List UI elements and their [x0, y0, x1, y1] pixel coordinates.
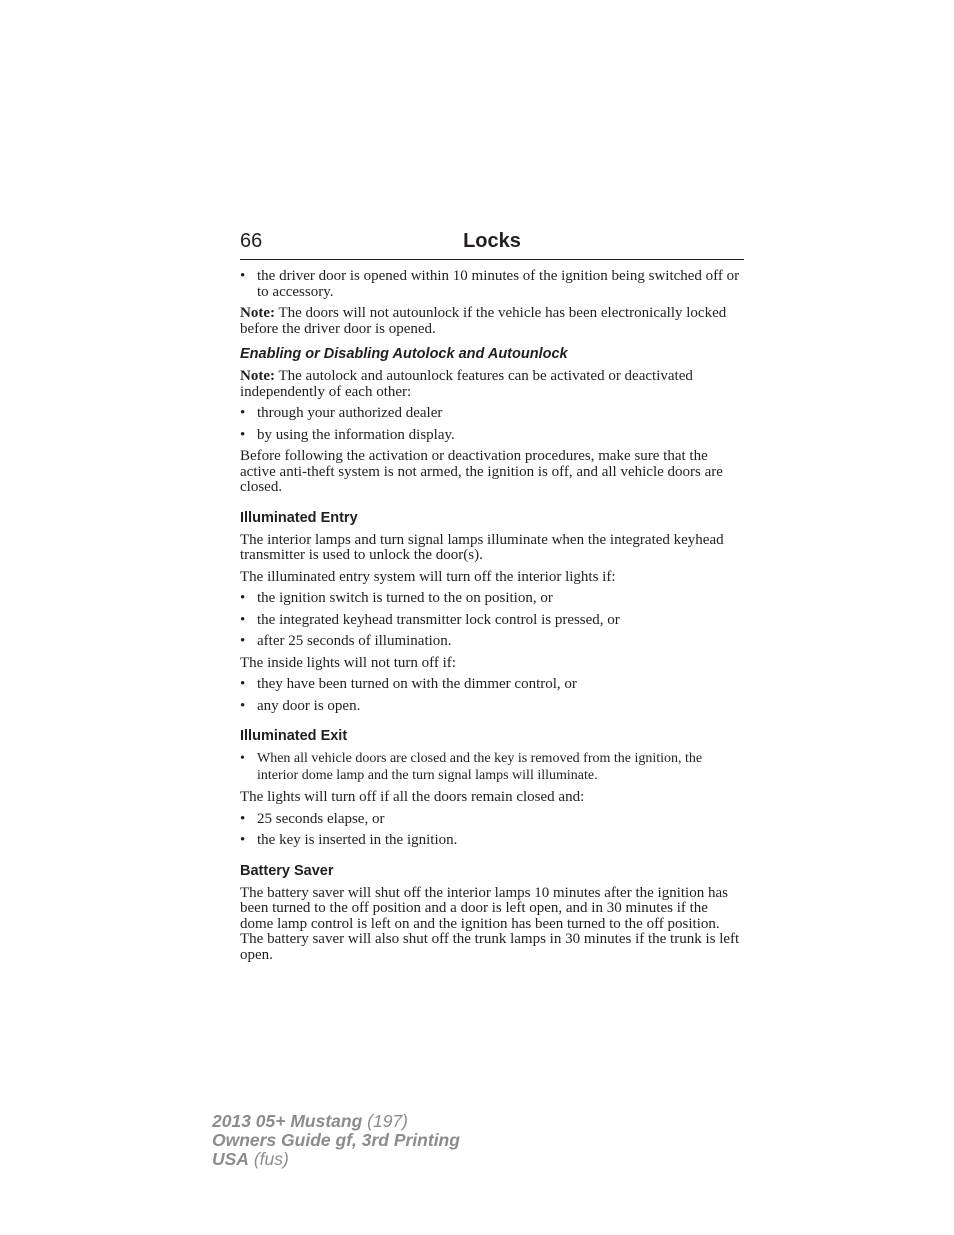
- bullet-text: any door is open.: [257, 697, 361, 714]
- footer-region: USA: [212, 1149, 249, 1169]
- bullet-item: [240, 751, 744, 784]
- bullet-dot-icon: •: [240, 832, 246, 848]
- bullet-text: through your authorized dealer: [257, 405, 443, 421]
- bullet-item: [240, 428, 744, 444]
- bullet-item: [240, 699, 744, 715]
- bullet-text: When all vehicle doors are closed and the key is removed from the ignition, the interior dome lamp and the turn signal lamps will illuminate.: [257, 751, 703, 783]
- footer-line-3: [212, 1150, 460, 1169]
- bullet-item: [240, 406, 744, 422]
- note-label: Note:: [240, 305, 275, 321]
- bullet-text: by using the information display.: [257, 426, 455, 443]
- note-text: The autolock and autounlock features can be activated or deactivated independently of each other:: [240, 368, 693, 400]
- page-header: [240, 229, 744, 260]
- bullet-text: the ignition switch is turned to the on position, or: [257, 590, 553, 606]
- section-heading: Battery Saver: [240, 862, 334, 879]
- footer-guide: Owners Guide gf, 3rd Printing: [212, 1130, 460, 1150]
- footer-model-code: (197): [362, 1111, 408, 1131]
- bullet-text: the key is inserted in the ignition.: [257, 832, 458, 848]
- bullet-item: [240, 634, 744, 650]
- bullet-text: the driver door is opened within 10 minutes of the ignition being switched off or to accessory.: [257, 268, 740, 300]
- page: [240, 229, 744, 969]
- paragraph: The illuminated entry system will turn off the interior lights if:: [240, 568, 616, 585]
- paragraph: The interior lamps and turn signal lamps illuminate when the integrated keyhead transmitter is used to unlock the door(s).: [240, 531, 724, 563]
- footer: [212, 1112, 460, 1169]
- bullet-item: [240, 833, 744, 849]
- bullet-dot-icon: •: [240, 810, 246, 827]
- bullet-text: after 25 seconds of illumination.: [257, 633, 452, 649]
- bullet-text: the integrated keyhead transmitter lock control is pressed, or: [257, 611, 620, 628]
- bullet-dot-icon: •: [240, 405, 246, 421]
- paragraph: Before following the activation or deactivation procedures, make sure that the active anti-theft system is not armed, the ignition is off, and all vehicle doors are closed.: [240, 448, 723, 495]
- section-heading: Illuminated Exit: [240, 728, 348, 744]
- bullet-dot-icon: •: [240, 426, 246, 443]
- bullet-dot-icon: •: [240, 590, 246, 606]
- note-paragraph: [240, 369, 744, 400]
- bullet-dot-icon: •: [240, 751, 245, 766]
- paragraph: The inside lights will not turn off if:: [240, 654, 456, 671]
- paragraph: The battery saver will shut off the interior lamps 10 minutes after the ignition has been turned to the off position and a door is left open, and in 30 minutes if the dome lamp control is left on and the ignition has been turned to the off position. The battery saver will also shut off the trunk lamps in 30 minutes if the trunk is left open.: [240, 884, 740, 963]
- bullet-item: [240, 269, 744, 300]
- section-title: Locks: [463, 230, 521, 252]
- bullet-dot-icon: •: [240, 676, 246, 692]
- note-paragraph: [240, 306, 744, 337]
- subheading: Enabling or Disabling Autolock and Autounlock: [240, 346, 568, 362]
- bullet-dot-icon: •: [240, 633, 246, 649]
- bullet-item: [240, 812, 744, 828]
- bullet-item: [240, 677, 744, 693]
- footer-line-2: [212, 1131, 460, 1150]
- bullet-dot-icon: •: [240, 611, 246, 628]
- bullet-dot-icon: •: [240, 697, 246, 714]
- footer-line-1: [212, 1112, 460, 1131]
- section-heading: Illuminated Entry: [240, 509, 358, 526]
- page-number: 66: [240, 230, 263, 252]
- bullet-text: they have been turned on with the dimmer control, or: [257, 676, 577, 692]
- note-text: The doors will not autounlock if the vehicle has been electronically locked before the driver door is opened.: [240, 305, 727, 337]
- bullet-item: [240, 591, 744, 607]
- footer-model: 2013 05+ Mustang: [212, 1111, 363, 1131]
- bullet-text: 25 seconds elapse, or: [257, 810, 385, 827]
- bullet-item: [240, 613, 744, 629]
- paragraph: The lights will turn off if all the doors remain closed and:: [240, 789, 585, 805]
- footer-region-code: (fus): [248, 1149, 289, 1169]
- content-body: [240, 269, 744, 963]
- note-label: Note:: [240, 368, 275, 384]
- bullet-dot-icon: •: [240, 268, 246, 284]
